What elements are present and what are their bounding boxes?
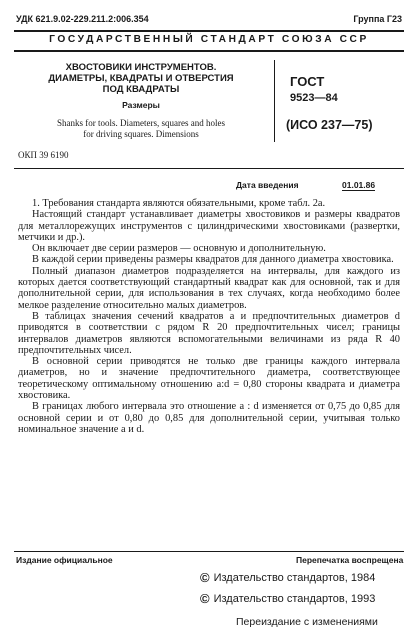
gost-label: ГОСТ [290, 74, 325, 89]
effective-date-label: Дата введения [236, 180, 299, 190]
paragraph-1: 1. Требования стандарта являются обязательными, кроме табл. 2а. [32, 198, 326, 209]
iso-reference: (ИСО 237—75) [286, 118, 373, 132]
paragraph-3: Он включает две серии размеров — основную и дополнительную. [32, 243, 326, 255]
effective-date-value: 01.01.86 [342, 180, 376, 190]
copyright-line-2 [200, 591, 375, 606]
title-line-1: ХВОСТОВИКИ ИНСТРУМЕНТОВ. [65, 62, 217, 73]
group-code: Группа Г23 [353, 14, 402, 24]
copyright-icon: © [200, 570, 210, 585]
paragraph-6: В таблицах значения сечений квадратов a и предпочтительных диаметров d приводятся в соответствии с рядом R 20 предпочтительных чисел; границы интервалов диаметров являются вспомогательными величинами из ряда R 40 предпочтительных чисел. [18, 310, 400, 356]
reprint-notice: Перепечатка воспрещена [296, 555, 404, 565]
paragraph-2: Настоящий стандарт устанавливает диаметры хвостовиков и размеры квадратов для металлорежущих инструментов с цилиндрическими хвостовиками (развертки, метчики и др.). [18, 209, 400, 243]
paragraph-8: В границах любого интервала это отношение a : d изменяется от 0,75 до 0,85 для основной серии и от 0,80 до 0,85 для дополнительной серии, учитывая только номинальное значение a и d. [18, 401, 400, 435]
okp-rule [14, 168, 404, 169]
udk-code: УДК 621.9.02-229.211.2:006.354 [16, 14, 149, 24]
title-en-line-1: Shanks for tools. Diameters, squares and holes [57, 118, 225, 128]
reissue-note: Переиздание с изменениями [236, 616, 378, 628]
document-subtitle: Размеры [122, 100, 160, 110]
banner-rule [14, 50, 404, 52]
title-line-3: ПОД КВАДРАТЫ [102, 84, 180, 95]
okp-code: ОКП 39 6190 [18, 150, 69, 160]
copyright-text-2: Издательство стандартов, 1993 [213, 592, 376, 605]
document-title-en [26, 118, 256, 139]
title-divider [274, 60, 275, 142]
copyright-icon: © [200, 591, 210, 606]
official-edition: Издание официальное [16, 555, 113, 565]
gost-number: 9523—84 [290, 92, 338, 104]
paragraph-4: В каждой серии приведены размеры квадратов для данного диаметра хвостовика. [32, 254, 394, 266]
paragraph-7: В основной серии приводятся не только две границы каждого интервала диаметров, но и значение предпочтительного диаметра, соответствующее теоретическому оптимальному отношению a:d = 0,80 стороны квадрата и диаметра хвостовика. [18, 356, 400, 402]
title-en-line-2: for driving squares. Dimensions [83, 128, 199, 139]
document-body [18, 198, 400, 435]
standard-banner: ГОСУДАРСТВЕННЫЙ СТАНДАРТ СОЮЗА ССР [49, 34, 369, 45]
top-rule [14, 30, 404, 32]
footer-rule [14, 551, 404, 552]
copyright-text-1: Издательство стандартов, 1984 [213, 571, 376, 584]
title-line-2: ДИАМЕТРЫ, КВАДРАТЫ И ОТВЕРСТИЯ [48, 73, 234, 84]
paragraph-5: Полный диапазон диаметров подразделяется на интервалы, для каждого из которых дается соответствующий стандартный квадрат как для основной, так и для дополнительной серии, для использования в тех случаях, когда необходимо более мелкое разделение относительно малых диаметров. [18, 265, 400, 311]
copyright-line-1 [200, 570, 375, 585]
document-title-ru [26, 62, 256, 95]
